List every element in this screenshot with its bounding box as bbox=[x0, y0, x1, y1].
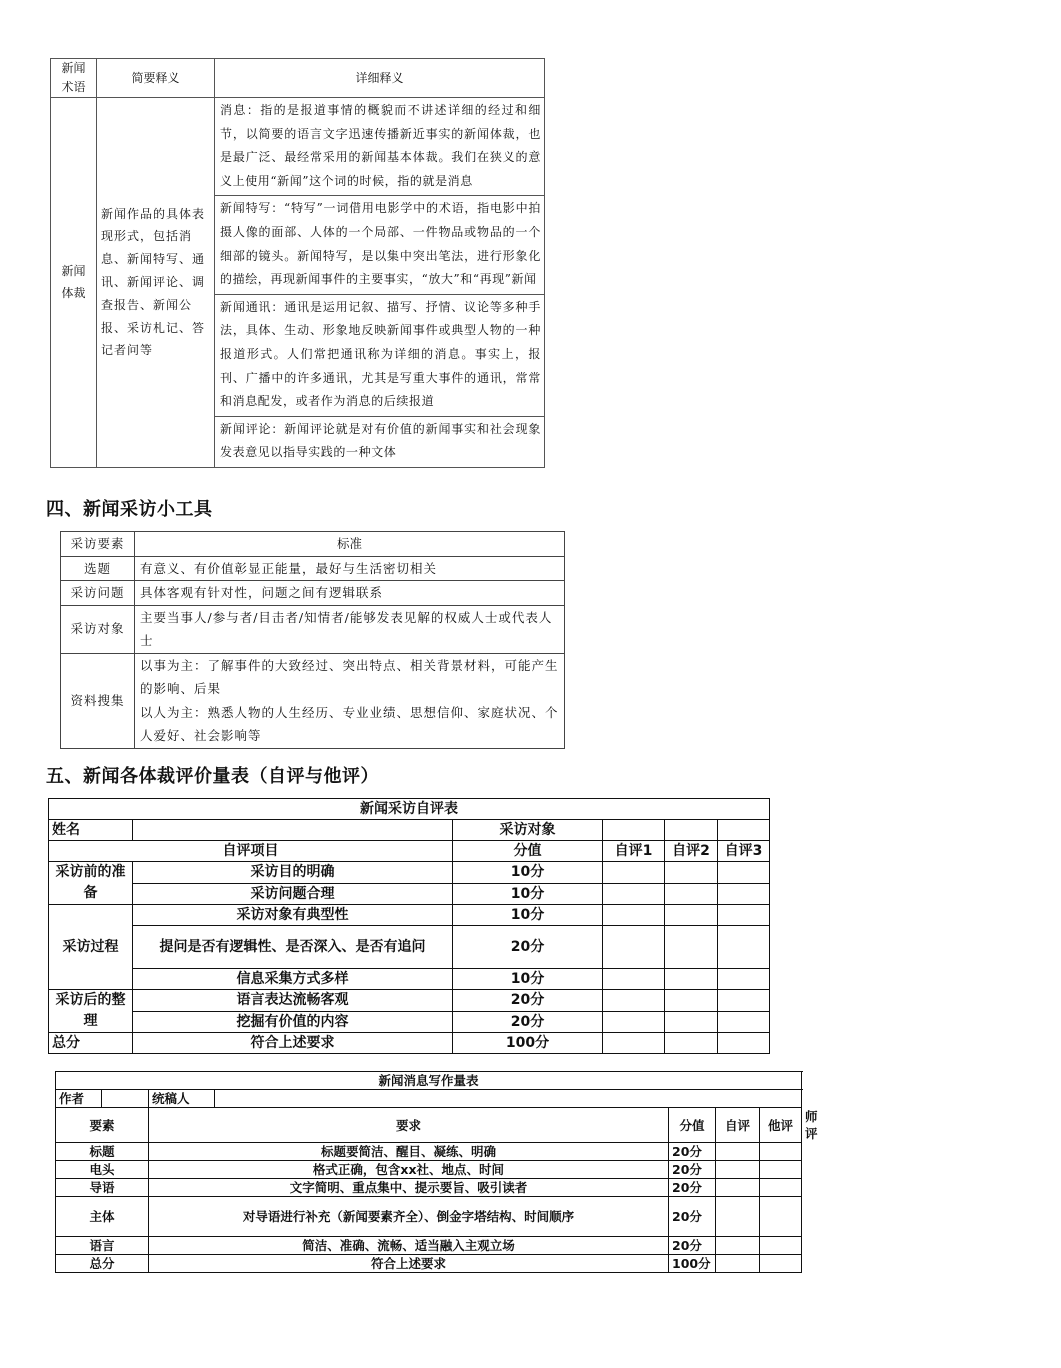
eval-item: 挖掘有价值的内容 bbox=[133, 1011, 453, 1033]
col-score: 分值 bbox=[453, 841, 603, 862]
eval-item: 提问是否有逻辑性、是否深入、是否有追问 bbox=[133, 926, 453, 969]
group-before: 采访前的准备 bbox=[49, 862, 133, 905]
eval-score: 20分 bbox=[453, 990, 603, 1012]
empty-cell bbox=[718, 820, 770, 841]
tools-header-value: 标准 bbox=[135, 532, 565, 557]
tools-header bbox=[61, 532, 565, 557]
self-eval-title: 新闻采访自评表 bbox=[49, 799, 770, 820]
section-5-heading: 五、新闻各体裁评价量表（自评与他评） bbox=[46, 766, 379, 787]
editor-value bbox=[215, 1090, 802, 1108]
score: 20分 bbox=[669, 1143, 716, 1161]
tools-row bbox=[61, 581, 565, 606]
eval-item: 语言表达流畅客观 bbox=[133, 990, 453, 1012]
detail-commentary: 新闻评论：新闻评论就是对有价值的新闻事实和社会现象发表意见以指导实践的一种文体 bbox=[215, 416, 545, 467]
header-brief: 简要释义 bbox=[97, 59, 215, 98]
detail-message: 消息：指的是报道事情的概貌而不讲述详细的经过和细节，以简要的语言文字迅速传播新近事实的新闻体裁，也是最广泛、最经常采用的新闻基本体裁。我们在狭义的意义上使用“新闻”这个词的时候，指的就是消息 bbox=[215, 98, 545, 196]
self-eval-row bbox=[49, 883, 770, 905]
tools-key: 采访问题 bbox=[61, 581, 135, 606]
element: 语言 bbox=[56, 1237, 149, 1255]
writing-title: 新闻消息写作量表 bbox=[56, 1072, 802, 1090]
tools-header-key: 采访要素 bbox=[61, 532, 135, 557]
self-eval-row bbox=[49, 990, 770, 1012]
tools-value-person: 以人为主：熟悉人物的人生经历、专业业绩、思想信仰、家庭状况、个人爱好、社会影响等 bbox=[140, 704, 559, 743]
writing-row bbox=[56, 1255, 802, 1273]
tools-row bbox=[61, 556, 565, 581]
self-eval-row bbox=[49, 1011, 770, 1033]
writing-row bbox=[56, 1179, 802, 1197]
detail-feature: 新闻特写：“特写”一词借用电影学中的术语，指电影中拍摄人像的面部、人体的一个局部、一件物品或物品的一个细部的镜头。新闻特写，是以集中突出笔法，进行形象化的描绘，再现新闻事件的主要事实，“放大”和“再现”新闻 bbox=[215, 196, 545, 294]
col-self-3: 自评3 bbox=[718, 841, 770, 862]
col-score: 分值 bbox=[669, 1108, 716, 1143]
self-eval-total-row bbox=[49, 1033, 770, 1054]
self-eval-name-row bbox=[49, 820, 770, 841]
score: 20分 bbox=[669, 1161, 716, 1179]
tools-value: 有意义、有价值彰显正能量，最好与生活密切相关 bbox=[135, 556, 565, 581]
genre-term: 新闻 体裁 bbox=[51, 98, 97, 468]
header-term: 新闻 术语 bbox=[51, 59, 97, 98]
col-requirement: 要求 bbox=[149, 1108, 669, 1143]
self-eval-row bbox=[49, 926, 770, 969]
interview-tools-table bbox=[60, 531, 565, 749]
author-value bbox=[102, 1090, 149, 1108]
requirement: 标题要简洁、醒目、凝练、明确 bbox=[149, 1143, 669, 1161]
self-eval-table bbox=[48, 798, 770, 1054]
requirement: 格式正确，包含xx社、地点、时间 bbox=[149, 1161, 669, 1179]
name-label: 姓名 bbox=[49, 820, 133, 841]
self-eval-row bbox=[49, 905, 770, 926]
eval-item: 信息采集方式多样 bbox=[133, 969, 453, 990]
self-eval-title-row bbox=[49, 799, 770, 820]
writing-table bbox=[55, 1071, 818, 1273]
col-item: 自评项目 bbox=[49, 841, 453, 862]
col-element: 要素 bbox=[56, 1108, 149, 1143]
self-eval-row bbox=[49, 969, 770, 990]
col-self: 自评 bbox=[716, 1108, 760, 1143]
self-eval-row bbox=[49, 862, 770, 884]
element: 标题 bbox=[56, 1143, 149, 1161]
score: 20分 bbox=[669, 1197, 716, 1237]
score: 100分 bbox=[669, 1255, 716, 1273]
requirement: 对导语进行补充（新闻要素齐全）、倒金字塔结构、时间顺序 bbox=[149, 1197, 669, 1237]
col-self-2: 自评2 bbox=[665, 841, 718, 862]
element: 主体 bbox=[56, 1197, 149, 1237]
header-detail: 详细释义 bbox=[215, 59, 545, 98]
tools-value: 具体客观有针对性，问题之间有逻辑联系 bbox=[135, 581, 565, 606]
element: 导语 bbox=[56, 1179, 149, 1197]
target-label: 采访对象 bbox=[453, 820, 603, 841]
score: 20分 bbox=[669, 1237, 716, 1255]
tools-value bbox=[135, 653, 565, 748]
tools-row bbox=[61, 605, 565, 653]
name-value bbox=[133, 820, 453, 841]
group-after: 采访后的整理 bbox=[49, 990, 133, 1033]
eval-score: 20分 bbox=[453, 1011, 603, 1033]
element: 电头 bbox=[56, 1161, 149, 1179]
tools-value-event: 以事为主：了解事件的大致经过、突出特点、相关背景材料，可能产生的影响、后果 bbox=[140, 657, 559, 696]
eval-item: 采访问题合理 bbox=[133, 883, 453, 905]
requirement: 文字简明、重点集中、提示要旨、吸引读者 bbox=[149, 1179, 669, 1197]
tools-key: 采访对象 bbox=[61, 605, 135, 653]
score: 20分 bbox=[669, 1179, 716, 1197]
writing-row bbox=[56, 1197, 802, 1237]
genre-table bbox=[50, 58, 545, 468]
tools-row bbox=[61, 653, 565, 748]
eval-score: 10分 bbox=[453, 862, 603, 884]
element: 总分 bbox=[56, 1255, 149, 1273]
genre-row bbox=[51, 98, 545, 196]
requirement: 符合上述要求 bbox=[149, 1255, 669, 1273]
requirement: 简洁、准确、流畅、适当融入主观立场 bbox=[149, 1237, 669, 1255]
eval-score: 20分 bbox=[453, 926, 603, 969]
empty-cell bbox=[665, 820, 718, 841]
tools-key: 选题 bbox=[61, 556, 135, 581]
col-self-1: 自评1 bbox=[603, 841, 665, 862]
eval-item: 采访对象有典型性 bbox=[133, 905, 453, 926]
self-eval-header-row bbox=[49, 841, 770, 862]
tools-value: 主要当事人/参与者/目击者/知情者/能够发表见解的权威人士或代表人士 bbox=[135, 605, 565, 653]
writing-author-row bbox=[56, 1090, 802, 1108]
genre-brief: 新闻作品的具体表现形式，包括消息、新闻特写、通讯、新闻评论、调查报告、新闻公报、采访札记、答记者问等 bbox=[97, 98, 215, 468]
writing-row bbox=[56, 1237, 802, 1255]
empty-cell bbox=[603, 820, 665, 841]
author-label: 作者 bbox=[56, 1090, 102, 1108]
total-score: 100分 bbox=[453, 1033, 603, 1054]
writing-row bbox=[56, 1161, 802, 1179]
editor-label: 统稿人 bbox=[149, 1090, 215, 1108]
tools-key: 资料搜集 bbox=[61, 653, 135, 748]
total-label: 总分 bbox=[49, 1033, 133, 1054]
writing-row bbox=[56, 1143, 802, 1161]
eval-item: 采访目的明确 bbox=[133, 862, 453, 884]
writing-header-row: 要素 要求 分值 自评 他评 师评 bbox=[56, 1108, 802, 1143]
eval-score: 10分 bbox=[453, 969, 603, 990]
detail-correspondence: 新闻通讯：通讯是运用记叙、描写、抒情、议论等多种手法，具体、生动、形象地反映新闻事件或典型人物的一种报道形式。人们常把通讯称为详细的消息。事实上，报刊、广播中的许多通讯，尤其是写重大事件的通讯，常常和消息配发，或者作为消息的后续报道 bbox=[215, 294, 545, 416]
group-process: 采访过程 bbox=[49, 905, 133, 990]
writing-title-row bbox=[56, 1072, 802, 1090]
section-4-heading: 四、新闻采访小工具 bbox=[46, 499, 213, 520]
col-peer: 他评 bbox=[760, 1108, 802, 1143]
eval-score: 10分 bbox=[453, 883, 603, 905]
total-item: 符合上述要求 bbox=[133, 1033, 453, 1054]
genre-table-header bbox=[51, 59, 545, 98]
eval-score: 10分 bbox=[453, 905, 603, 926]
